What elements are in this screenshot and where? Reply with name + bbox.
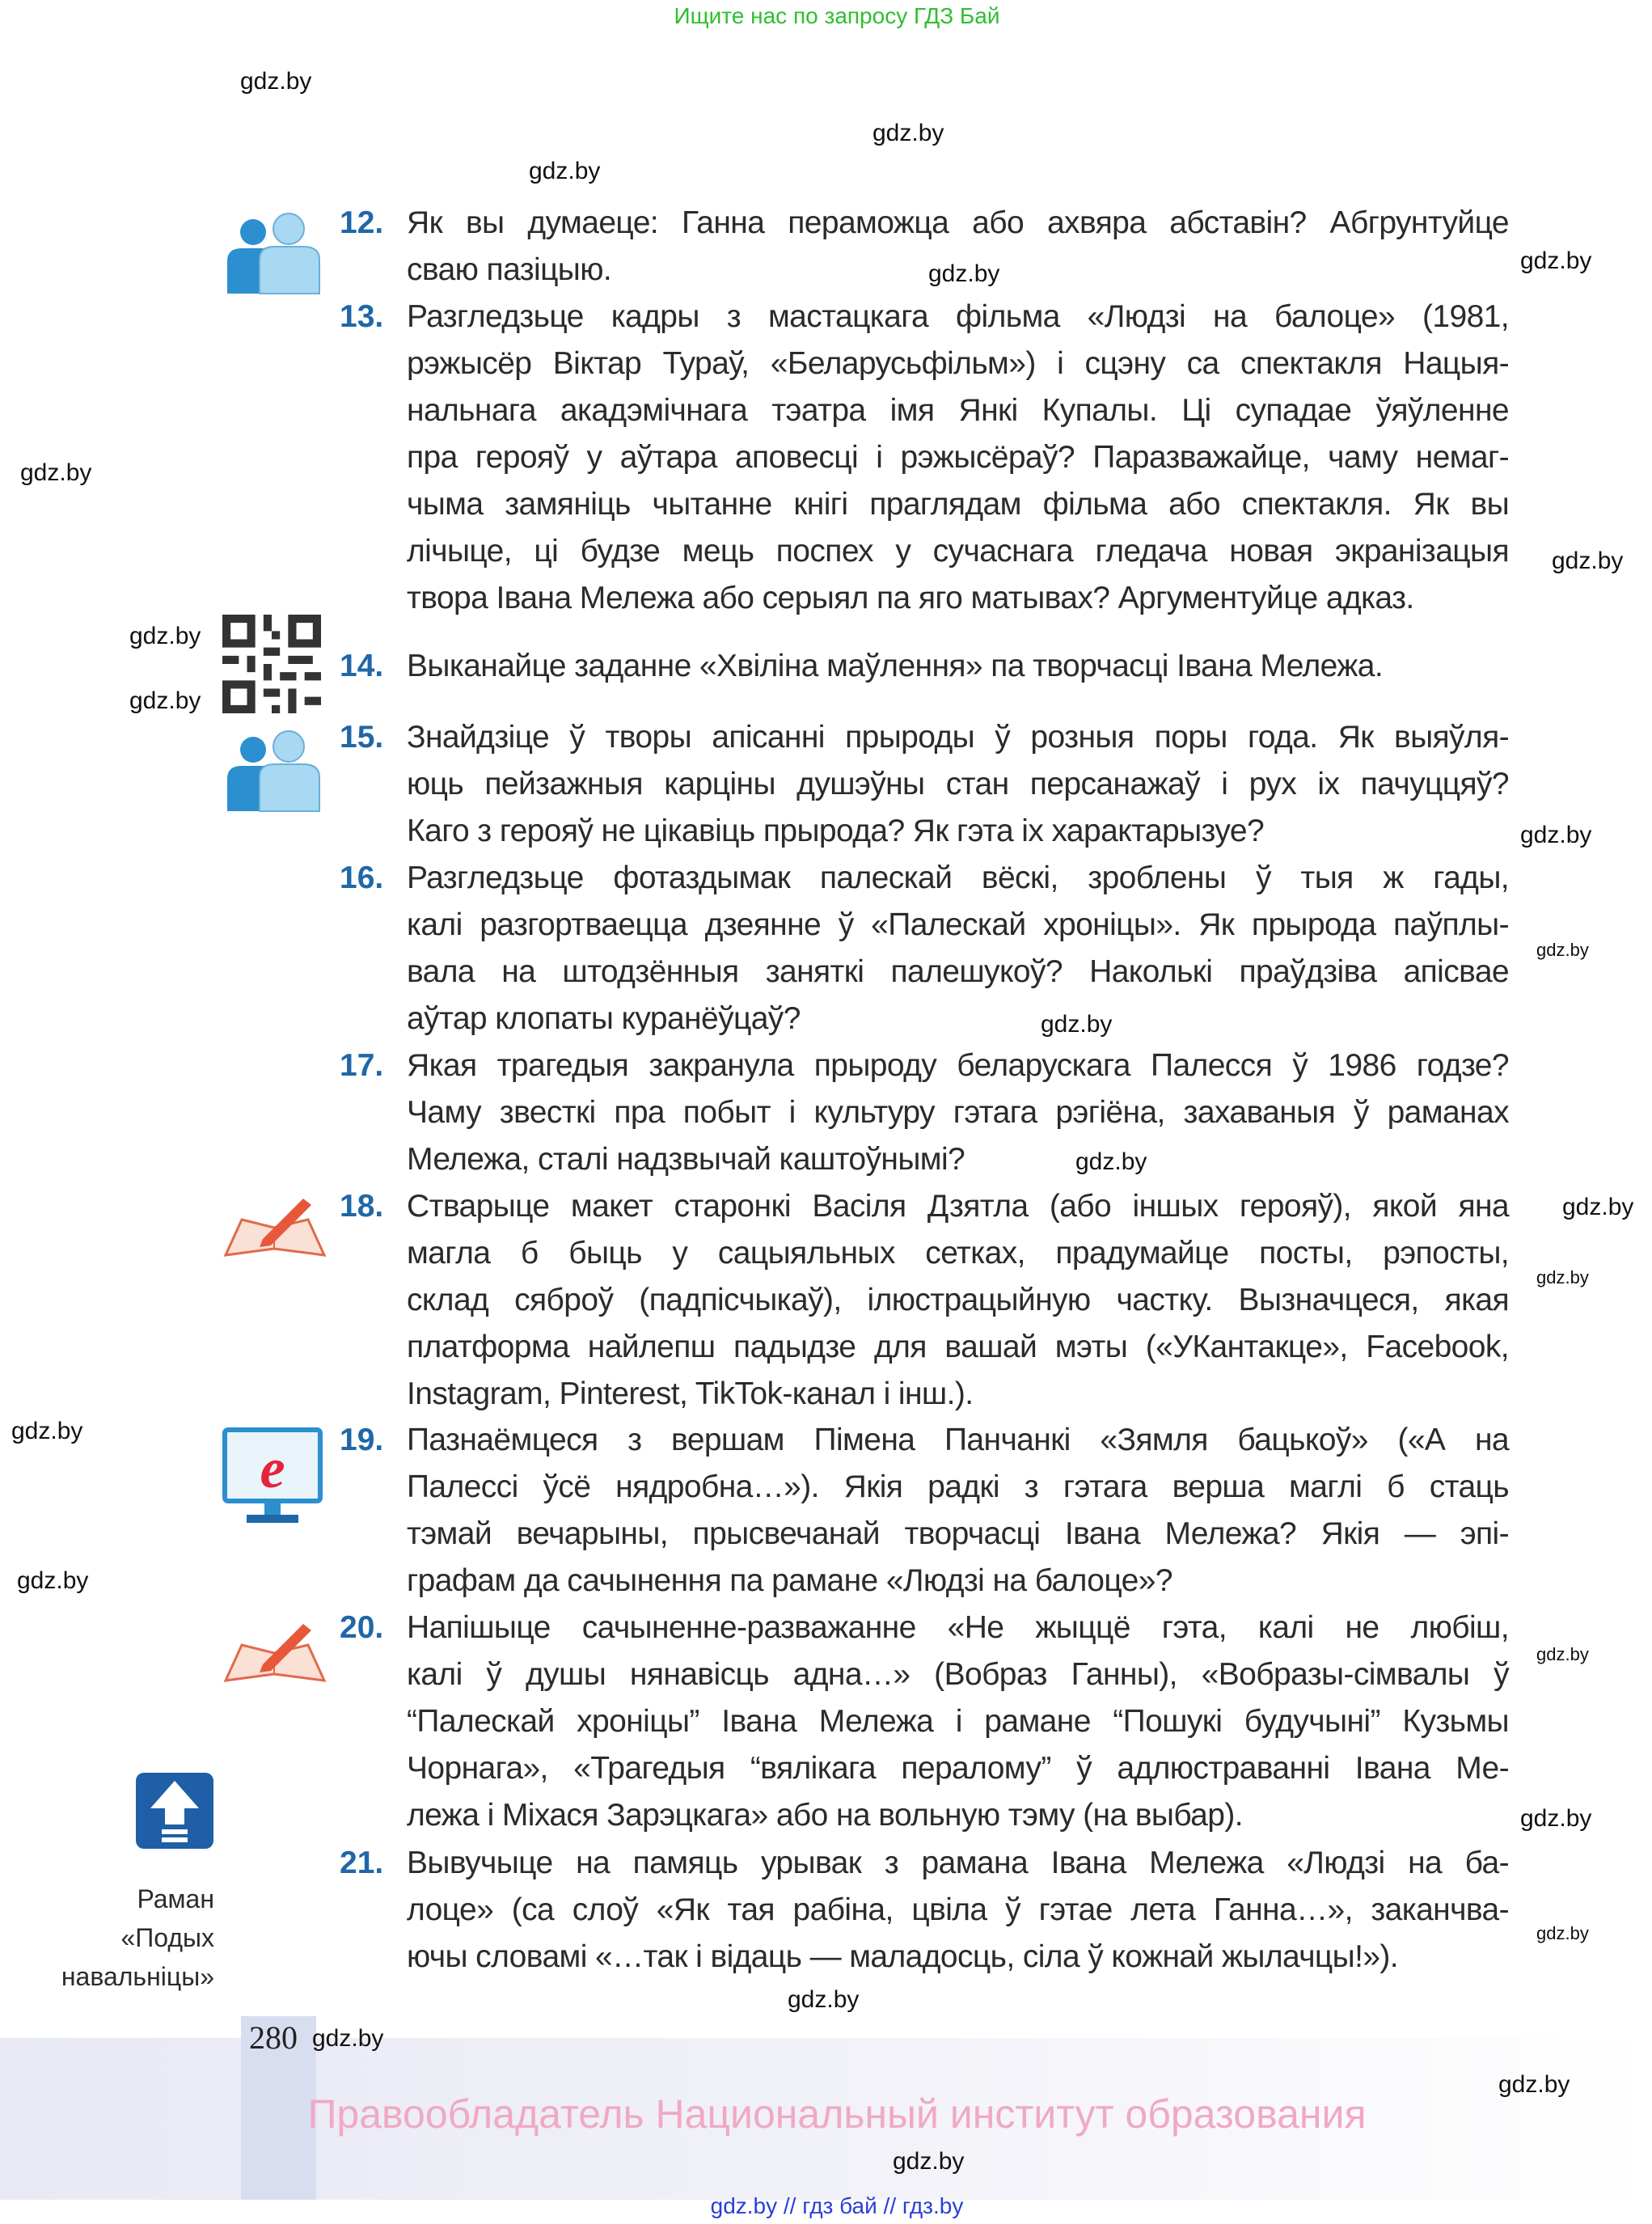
task-number: 21. bbox=[340, 1846, 384, 1880]
watermark: gdz.by bbox=[1520, 247, 1592, 274]
task-text-line: рэжысёр Віктар Тураў, «Беларусьфільм») і сцэну са спектакля Нацыя- bbox=[407, 346, 1509, 381]
caption-line: «Подых bbox=[120, 1923, 214, 1952]
task-text-line: калі разгортваецца дзеянне ў «Палескай хроніцы». Як прырода паўплы- bbox=[407, 907, 1509, 942]
task-number: 19. bbox=[340, 1423, 384, 1457]
task-text-line: лежа і Міхася Зарэцкага» або на вольную тэму (на выбар). bbox=[407, 1798, 1243, 1833]
task-text-line: лічыце, ці будзе мець поспех у сучаснага гледача новая экранізацыя bbox=[407, 534, 1509, 569]
task-text-line: Напішыце сачыненне-разважанне «Не жыццё гэта, калі не любіш, bbox=[407, 1610, 1509, 1645]
e-resource-icon[interactable] bbox=[222, 1427, 323, 1526]
caption-line: Раман bbox=[137, 1884, 214, 1913]
task-text bbox=[407, 294, 1509, 622]
task-text-line: Вывучыце на памяць урывак з рамана Івана Мележа «Людзі на ба- bbox=[407, 1846, 1509, 1880]
task-item bbox=[340, 1417, 1509, 1605]
watermark: gdz.by bbox=[1520, 1805, 1592, 1832]
watermark: gdz.by bbox=[1562, 1194, 1634, 1220]
task-text-line: юць пейзажныя карціны душэўны стан персанажаў і рух іх пачуццяў? bbox=[407, 767, 1509, 801]
task-text-line: тэмай вечарыны, прысвечанай творчасці Івана Мележа? Якія — эпі- bbox=[407, 1516, 1509, 1551]
task-text-line: сваю пазіцыю. bbox=[407, 252, 612, 287]
task-text bbox=[407, 1840, 1509, 1981]
task-text-line: Разгледзьце кадры з мастацкага фільма «Людзі на балоце» (1981, bbox=[407, 299, 1509, 334]
task-number: 13. bbox=[340, 299, 384, 334]
task-item bbox=[340, 643, 1509, 690]
watermark: gdz.by bbox=[928, 260, 1000, 287]
watermark: gdz.by bbox=[1041, 1011, 1113, 1038]
task-number: 18. bbox=[340, 1189, 384, 1224]
task-text-line: лоце» (са слоў «Як тая рабіна, цвіла ў гэтае лета Ганна…», заканчва- bbox=[407, 1892, 1509, 1927]
task-text-line: Instagram, Pinterest, TikTok-канал і інш.). bbox=[407, 1376, 974, 1411]
task-item bbox=[340, 1042, 1509, 1183]
watermark: gdz.by bbox=[129, 687, 201, 714]
watermark: gdz.by bbox=[1536, 940, 1589, 960]
watermark: gdz.by bbox=[1498, 2071, 1570, 2098]
task-text-line: аўтар клопаты куранёўцаў? bbox=[407, 1001, 801, 1036]
task-text-line: склад сяброў (падпісчыкаў), ілюстрацыйную частку. Вызначцеся, якая bbox=[407, 1283, 1509, 1317]
task-text-line: Каго з герояў не цікавіць прырода? Як гэта іх характарызуе? bbox=[407, 814, 1265, 848]
task-text-line: Мележа, сталі надзвычай каштоўнымі? bbox=[407, 1142, 965, 1177]
watermark: gdz.by bbox=[129, 623, 201, 649]
task-number: 20. bbox=[340, 1610, 384, 1645]
search-note: Ищите нас по запросу ГДЗ Бай bbox=[674, 3, 1000, 28]
task-text-line: Стварыце макет старонкі Васіля Дзятла (або іншых герояў), якой яна bbox=[407, 1189, 1509, 1224]
task-text-line: Пазнаёмцеся з вершам Пімена Панчанкі «Зямля бацькоў» («А на bbox=[407, 1423, 1509, 1457]
task-text-line: “Палескай хроніцы” Івана Мележа і рамане “Пошукі будучыні” Кузьмы bbox=[407, 1704, 1509, 1739]
watermark: gdz.by bbox=[17, 1567, 89, 1594]
watermark: gdz.by bbox=[20, 459, 92, 486]
watermark: gdz.by bbox=[1536, 1923, 1589, 1943]
watermark: gdz.by bbox=[788, 1986, 860, 2013]
task-number: 12. bbox=[340, 205, 384, 240]
task-text-line: магла б быць у сацыяльных сетках, прадумайце посты, рэпосты, bbox=[407, 1236, 1509, 1271]
task-item bbox=[340, 1840, 1509, 1981]
task-text-line: твора Івана Мележа або серыял па яго матывах? Аргументуйце адказ. bbox=[407, 581, 1414, 615]
watermark: gdz.by bbox=[1536, 1267, 1589, 1287]
watermark: gdz.by bbox=[1536, 1644, 1589, 1664]
task-number: 14. bbox=[340, 649, 384, 683]
task-text-line: пра герояў у аўтара аповесці і рэжысёраў? Паразважайце, чаму немаг- bbox=[407, 440, 1509, 475]
task-number: 15. bbox=[340, 720, 384, 755]
task-text-line: Разгледзьце фотаздымак палескай вёскі, зроблены ў тыя ж гады, bbox=[407, 860, 1509, 895]
watermark: gdz.by bbox=[11, 1418, 83, 1444]
task-text bbox=[407, 643, 1509, 690]
task-text-line: нальнага акадэмічнага тэатра імя Янкі Купалы. Ці супадае ўяўленне bbox=[407, 393, 1509, 428]
writing-task-icon bbox=[222, 1621, 327, 1684]
task-text-line: графам да сачынення па рамане «Людзі на балоце»? bbox=[407, 1563, 1172, 1598]
task-text-line: чыма замяніць чытанне кнігі праглядам фільма або спектакля. Як вы bbox=[407, 487, 1509, 522]
task-text bbox=[407, 1042, 1509, 1183]
task-item bbox=[340, 200, 1509, 294]
task-item bbox=[340, 1605, 1509, 1839]
upload-icon[interactable] bbox=[134, 1771, 215, 1850]
task-item bbox=[340, 294, 1509, 622]
task-text-line: Чаму звесткі пра побыт і культуру гэтага рэгіёна, захаваныя ў раманах bbox=[407, 1095, 1509, 1130]
task-text-line: Чорнага», «Трагедыя “вялікага пералому” ў адлюстраванні Івана Ме- bbox=[407, 1751, 1509, 1786]
task-number: 16. bbox=[340, 860, 384, 895]
task-text bbox=[407, 1417, 1509, 1605]
task-number: 17. bbox=[340, 1048, 384, 1083]
watermark: gdz.by bbox=[312, 2025, 384, 2052]
pair-work-icon bbox=[222, 213, 324, 295]
task-item bbox=[340, 855, 1509, 1042]
svg-text:e: e bbox=[260, 1438, 285, 1500]
watermark: gdz.by bbox=[1520, 822, 1592, 848]
copyright-notice: Правообладатель Национальный институт образования bbox=[307, 2091, 1367, 2137]
task-text-line: Якая трагедыя закранула прыроду беларускага Палесся ў 1986 годзе? bbox=[407, 1048, 1509, 1083]
pair-work-icon bbox=[222, 730, 324, 813]
qr-code-icon[interactable] bbox=[222, 615, 321, 713]
watermark: gdz.by bbox=[1075, 1148, 1147, 1175]
task-text-line: Выканайце заданне «Хвіліна маўлення» па творчасці Івана Мележа. bbox=[407, 649, 1384, 683]
task-text-line: ючы словамі «…так і відаць — маладосць, сіла ў кожнай жылачцы!»). bbox=[407, 1939, 1399, 1974]
footer-links[interactable]: gdz.by // гдз бай // гдз.by bbox=[710, 2193, 964, 2218]
task-text bbox=[407, 1183, 1509, 1418]
task-text-line: вала на штодзённыя заняткі палешукоў? Наколькі праўдзіва апісвае bbox=[407, 954, 1509, 989]
task-text-line: платформа найлепш падыдзе для вашай мэты («УКантакце», Facebook, bbox=[407, 1330, 1509, 1364]
task-text-line: Знайдзіце ў творы апісанні прыроды ў розныя поры года. Як выяўля- bbox=[407, 720, 1509, 755]
watermark: gdz.by bbox=[240, 68, 312, 95]
sidebar-caption bbox=[32, 1879, 214, 1996]
task-text bbox=[407, 1605, 1509, 1839]
task-text-line: калі ў душы нянавісць адна…» (Вобраз Ганны), «Вобразы-сімвалы ў bbox=[407, 1657, 1509, 1692]
task-item bbox=[340, 1183, 1509, 1418]
task-text bbox=[407, 855, 1509, 1042]
caption-line: навальніцы» bbox=[61, 1962, 214, 1991]
writing-task-icon bbox=[222, 1195, 327, 1258]
watermark: gdz.by bbox=[529, 158, 601, 184]
task-item bbox=[340, 714, 1509, 855]
watermark: gdz.by bbox=[872, 120, 944, 146]
task-text bbox=[407, 714, 1509, 855]
watermark: gdz.by bbox=[893, 2148, 965, 2175]
task-text-line: Палессі ўсё нядробна…»). Якія радкі з гэтага верша маглі б стаць bbox=[407, 1469, 1509, 1504]
page-number: 280 bbox=[249, 2019, 298, 2056]
watermark: gdz.by bbox=[1552, 548, 1624, 574]
task-text-line: Як вы думаеце: Ганна пераможца або ахвяра абставін? Абгрунтуйце bbox=[407, 205, 1509, 240]
